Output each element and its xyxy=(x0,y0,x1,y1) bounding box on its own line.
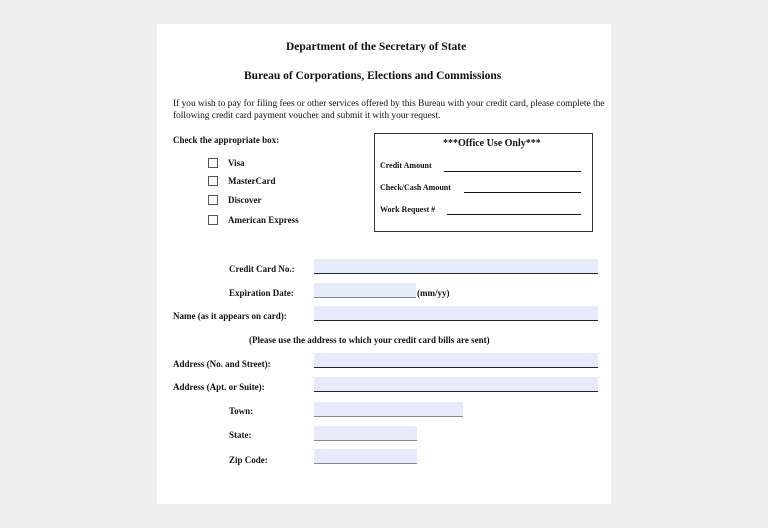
address-street-label: Address (No. and Street): xyxy=(173,359,271,369)
visa-label: Visa xyxy=(228,158,245,168)
work-request-line[interactable] xyxy=(447,214,581,215)
address-suite-field[interactable] xyxy=(314,377,598,392)
check-cash-amount-line[interactable] xyxy=(464,192,581,193)
page-subtitle: Bureau of Corporations, Elections and Commissions xyxy=(244,70,502,82)
card-type-heading: Check the appropriate box: xyxy=(173,135,280,145)
mastercard-label: MasterCard xyxy=(228,176,276,186)
work-request-label: Work Request # xyxy=(380,205,436,214)
mastercard-checkbox[interactable] xyxy=(208,176,218,186)
check-cash-amount-label: Check/Cash Amount xyxy=(380,183,451,192)
cardholder-name-field[interactable] xyxy=(314,306,598,321)
state-field[interactable] xyxy=(314,426,417,441)
address-street-field[interactable] xyxy=(314,353,598,368)
expiration-format-hint: (mm/yy) xyxy=(417,288,450,298)
state-label: State: xyxy=(229,430,252,440)
office-use-title: ***Office Use Only*** xyxy=(443,138,541,149)
office-use-box xyxy=(374,133,593,232)
visa-checkbox[interactable] xyxy=(208,158,218,168)
discover-checkbox[interactable] xyxy=(208,195,218,205)
expiration-date-label: Expiration Date: xyxy=(229,288,294,298)
card-number-field[interactable] xyxy=(314,259,598,274)
amex-label: American Express xyxy=(228,215,299,225)
discover-label: Discover xyxy=(228,195,262,205)
zip-code-field[interactable] xyxy=(314,449,417,464)
address-suite-label: Address (Apt. or Suite): xyxy=(173,382,265,392)
card-number-label: Credit Card No.: xyxy=(229,264,295,274)
amex-checkbox[interactable] xyxy=(208,215,218,225)
page-title: Department of the Secretary of State xyxy=(286,41,467,53)
credit-amount-label: Credit Amount xyxy=(380,161,432,170)
credit-amount-line[interactable] xyxy=(444,171,581,172)
town-field[interactable] xyxy=(314,402,463,417)
town-label: Town: xyxy=(229,406,254,416)
form-page xyxy=(157,24,611,504)
expiration-date-field[interactable] xyxy=(314,283,416,298)
cardholder-name-label: Name (as it appears on card): xyxy=(173,311,287,321)
address-note: (Please use the address to which your credit card bills are sent) xyxy=(249,335,490,345)
intro-text: If you wish to pay for filing fees or other services offered by this Bureau with your credit card, please complete the following credit card payment voucher and submit it with your request. xyxy=(173,99,605,121)
zip-code-label: Zip Code: xyxy=(229,455,268,465)
